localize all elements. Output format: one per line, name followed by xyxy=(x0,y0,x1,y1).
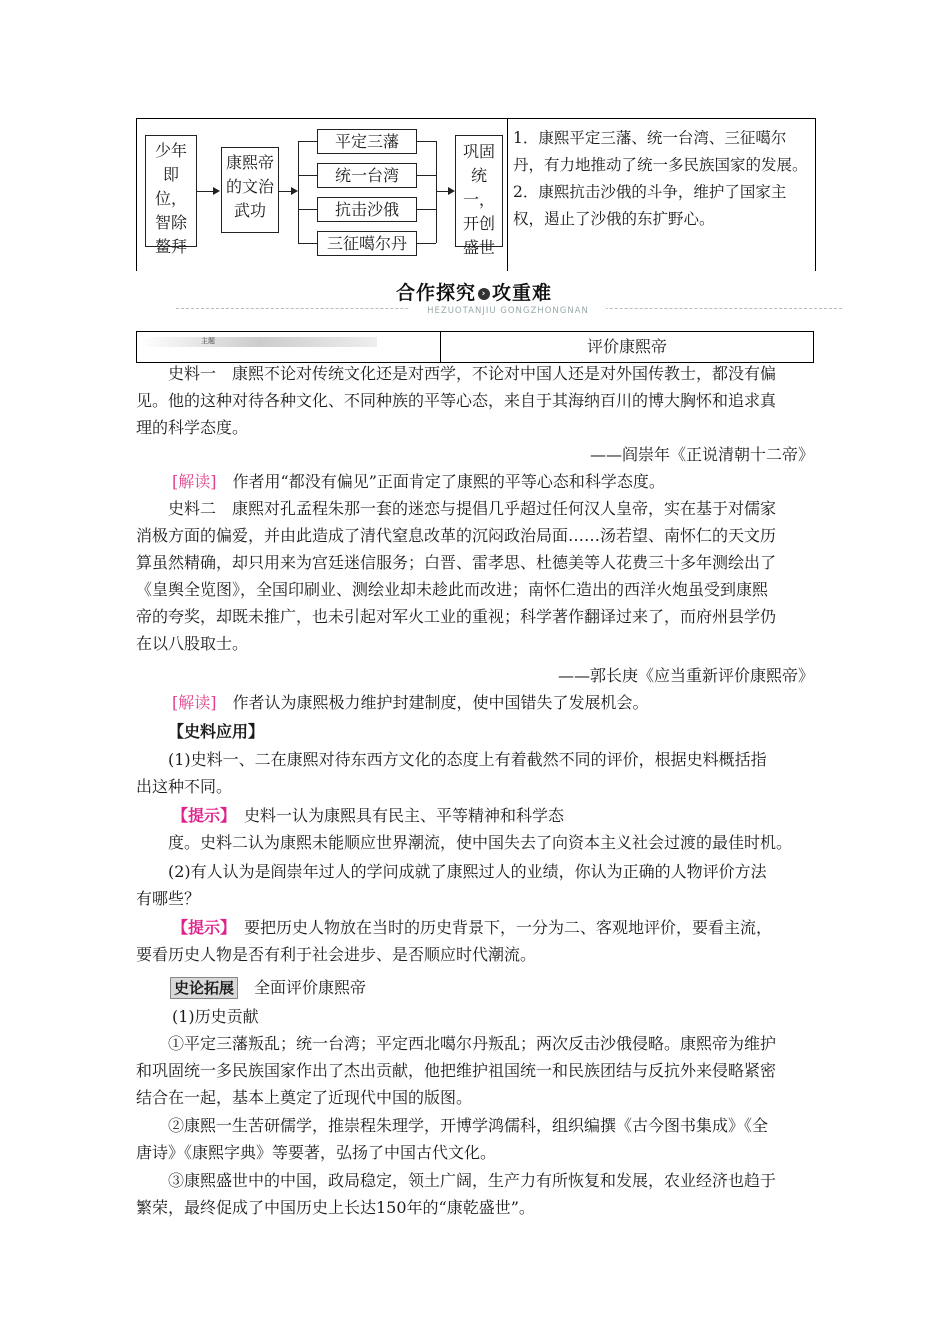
flow-item-kangji-shae: 抗击沙俄 xyxy=(317,197,417,222)
question-1: (1)史料一、二在康熙对待东西方文化的态度上有着截然不同的评价，根据史料概括指 出这种不同。 xyxy=(136,750,767,796)
material-1-citation: ——阎崇年《正说清朝十二帝》 xyxy=(589,445,814,464)
summary-points xyxy=(513,125,811,233)
summary-point-1: 1．康熙平定三藩、统一台湾、三征噶尔丹，有力地推动了统一多民族国家的发展。 xyxy=(513,129,808,174)
extension-heading xyxy=(136,974,814,1001)
summary-point-2: 2．康熙抗击沙俄的斗争，维护了国家主权，遏止了沙俄的东扩野心。 xyxy=(513,183,787,228)
material-1-note: [解读] 作者用“都没有偏见”正面肯定了康熙的平等心态和科学态度。 xyxy=(172,472,665,491)
extension-title: 全面评价康熙帝 xyxy=(254,978,367,997)
banner-arrow-icon: › xyxy=(478,288,490,300)
topic-tag: 主题 xyxy=(201,337,215,345)
answer-1: 【提示】 史料一认为康熙具有民主、平等精神和科学态 度。史料二认为康熙未能顺应世界潮流，使中国失去了向资本主义社会过渡的最佳时机。 xyxy=(168,806,793,852)
material-2: 史料二 康熙对孔孟程朱那一套的迷恋与提倡几乎超过任何汉人皇帝，实在基于对儒家 消极方面的偏爱，并由此造成了清代窒息改革的沉闷政治局面……汤若望、南怀仁的天文历 算虽然精确，却只用来为宫廷迷信服务；白晋、雷孝思、杜德美等人花费三十多年测绘出了 《皇舆全览图》，全国印刷业、测绘业却未趁此而改进；南怀仁造出的西洋火炮虽受到康熙 帝的夸奖，却既未推广，也未引起对军火工业的重视；科学著作翻译过来了，而府州县学仍 在以八股取士。 xyxy=(136,499,777,653)
flow-item-tongyi-taiwan: 统一台湾 xyxy=(317,163,417,188)
question-2: (2)有人认为是阎崇年过人的学问成就了康熙过人的业绩，你认为正确的人物评价方法 有哪些？ xyxy=(136,862,767,908)
material-1: 史料一 康熙不论对传统文化还是对西学，不论对中国人还是对外国传教士，都没有偏 见。他的这种对待各种文化、不同种族的平等心态，来自于其海纳百川的博大胸怀和追求真 理的科学态度。 xyxy=(136,364,777,437)
flow-item-sanzheng-gaerdan: 三征噶尔丹 xyxy=(317,231,417,256)
extension-paragraph-2: ②康熙一生苦研儒学，推崇程朱理学，开博学鸿儒科，组织编撰《古今图书集成》《全 唐诗》《康熙字典》等要著，弘扬了中国古代文化。 xyxy=(136,1116,769,1162)
flow-box-result: 巩固统一，开创盛世 xyxy=(455,135,503,247)
summary-table xyxy=(136,118,816,271)
extension-subheading: (1)历史贡献 xyxy=(172,1007,259,1026)
topic-row xyxy=(136,331,814,363)
flow-box-kangxi: 康熙帝的文治武功 xyxy=(221,147,279,233)
section-banner-title: 合作探究 › 攻重难 xyxy=(395,282,553,304)
extension-tag: 史论拓展 xyxy=(170,977,238,999)
answer-2: 【提示】 要把历史人物放在当时的历史背景下，一分为二、客观地评价，要看主流， 要看历史人物是否有利于社会进步、是否顺应时代潮流。 xyxy=(136,918,773,964)
application-heading: 【史料应用】 xyxy=(168,722,265,741)
extension-paragraph-1: ①平定三藩叛乱；统一台湾；平定西北噶尔丹叛乱；两次反击沙俄侵略。康熙帝为维护 和巩固统一多民族国家作出了杰出贡献，他把维护祖国统一和民族团结与反抗外来侵略紧密 结合在一起，基本上奠定了近现代中国的版图。 xyxy=(136,1034,777,1107)
extension-paragraph-3: ③康熙盛世中的中国，政局稳定，领土广阔，生产力有所恢复和发展，农业经济也趋于 繁荣，最终促成了中国历史上长达150年的“康乾盛世”。 xyxy=(136,1171,777,1217)
section-banner-subtitle: HEZUOTANJIU GONGZHONGNAN xyxy=(410,304,606,318)
material-2-citation: ——郭长庚《应当重新评价康熙帝》 xyxy=(557,666,814,685)
flow-box-youth: 少年即位，智除鳌拜 xyxy=(145,135,197,247)
flow-item-pingding-sanfan: 平定三藩 xyxy=(317,129,417,154)
topic-title: 评价康熙帝 xyxy=(586,337,667,356)
material-2-note: [解读] 作者认为康熙极力维护封建制度，使中国错失了发展机会。 xyxy=(172,693,649,712)
